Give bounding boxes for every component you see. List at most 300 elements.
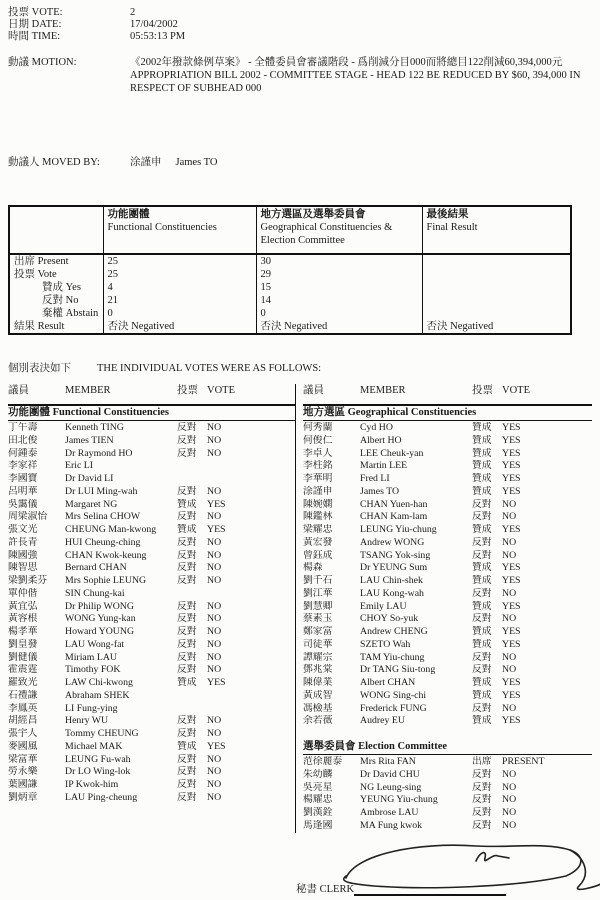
member-vote-zh: 反對 xyxy=(177,562,197,574)
member-name-en: IP Kwok-him xyxy=(65,779,119,790)
member-name-zh: 吳亮星 xyxy=(303,781,333,793)
member-name-en: LAU Kong-wah xyxy=(360,587,424,599)
member-vote-zh xyxy=(177,703,207,716)
member-row xyxy=(8,422,295,435)
member-name-en: Frederick FUNG xyxy=(360,702,427,714)
member-name-zh: 朱幼麟 xyxy=(303,768,333,780)
member-vote-zh: 反對 xyxy=(472,511,492,523)
member-row xyxy=(303,703,592,716)
member-vote-zh: 反對 xyxy=(177,536,197,548)
member-name-en: LAU Wong-fat xyxy=(65,638,125,650)
member-name-en: James TIEN xyxy=(65,434,114,446)
member-name-en: CHOY So-yuk xyxy=(360,613,419,625)
member-row xyxy=(303,652,592,665)
member-name-en: LEUNG Fu-wah xyxy=(65,753,131,765)
motion-block xyxy=(8,56,588,95)
member-name-zh: 勞永樂 xyxy=(8,766,38,778)
member-vote-en: NO xyxy=(502,536,517,548)
member-vote-zh: 贊成 xyxy=(177,677,197,688)
member-vote-en: YES xyxy=(502,447,521,459)
member-row xyxy=(303,448,592,461)
member-name-en: James TO xyxy=(360,485,400,497)
member-row xyxy=(303,511,592,524)
member-name-zh: 曾鈺成 xyxy=(303,549,333,561)
member-name-zh: 鄭家富 xyxy=(303,626,333,637)
member-row xyxy=(303,626,592,639)
member-row xyxy=(8,792,295,805)
member-name-en: Fred LI xyxy=(360,473,390,484)
member-name-en: Ambrose LAU xyxy=(360,807,419,818)
member-vote-en: NO xyxy=(207,422,222,433)
member-name-zh: 楊耀忠 xyxy=(303,794,333,806)
summary-final-value xyxy=(422,281,571,294)
geographical-section-title: 地方選區 Geographical Constituencies xyxy=(303,407,592,421)
summary-header-functional-zh: 功能團體 xyxy=(107,209,150,220)
moved-by-block xyxy=(8,156,217,169)
member-name-zh: 劉健儀 xyxy=(8,651,38,663)
member-row xyxy=(8,766,295,779)
member-vote-en: YES xyxy=(502,626,521,637)
member-name-zh: 黃容根 xyxy=(8,613,38,625)
moved-by-name-zh: 涂謹申 xyxy=(130,157,162,168)
time-row xyxy=(8,31,185,43)
member-name-zh: 陳婉嫻 xyxy=(303,498,333,510)
member-vote-en: NO xyxy=(207,715,222,727)
summary-geographical-value: 0 xyxy=(256,307,422,320)
member-name-zh: 石禮謙 xyxy=(8,689,38,701)
member-name-en: Andrew CHENG xyxy=(360,626,428,637)
member-vote-zh: 反對 xyxy=(472,613,492,625)
member-name-zh: 張宇人 xyxy=(8,728,38,739)
member-row xyxy=(303,435,592,448)
member-name-en: TAM Yiu-chung xyxy=(360,651,425,663)
member-vote-en: YES xyxy=(502,460,521,472)
member-row xyxy=(303,794,592,807)
moved-by-name-en: James TO xyxy=(175,157,218,168)
member-vote-en: NO xyxy=(502,549,517,561)
member-name-zh: 何俊仁 xyxy=(303,434,333,446)
member-vote-zh: 反對 xyxy=(177,791,197,803)
member-vote-en xyxy=(207,588,295,601)
member-name-en: Margaret NG xyxy=(65,498,118,510)
summary-row-label: 贊成 Yes xyxy=(42,282,81,293)
member-vote-en: NO xyxy=(502,587,517,599)
moved-by-label: 動議人 MOVED BY: xyxy=(8,157,100,168)
member-name-en: Dr David LI xyxy=(65,473,114,484)
member-name-zh: 蔡素玉 xyxy=(303,613,333,625)
member-name-zh: 吳靄儀 xyxy=(8,498,38,510)
member-row xyxy=(8,460,295,473)
summary-header-blank xyxy=(9,206,103,254)
member-name-zh: 鄧兆棠 xyxy=(303,664,333,676)
member-vote-en: NO xyxy=(502,498,517,510)
member-vote-en: NO xyxy=(207,511,222,523)
member-name-zh: 梁耀忠 xyxy=(303,524,333,535)
summary-functional-value: 21 xyxy=(103,294,256,307)
member-name-en: Cyd HO xyxy=(360,422,393,433)
functional-section-title: 功能團體 Functional Constituencies xyxy=(8,407,295,421)
member-row xyxy=(303,575,592,588)
member-vote-en: YES xyxy=(207,498,226,510)
member-vote-en: YES xyxy=(207,677,226,688)
member-row xyxy=(8,601,295,614)
summary-row xyxy=(9,254,571,268)
member-vote-en: NO xyxy=(207,626,222,637)
member-vote-zh: 反對 xyxy=(177,638,197,650)
motion-text-zh: 《2002年撥款條例草案》 - 全體委員會審議階段 - 爲削減分目000而將總目122削減60,394,000元 xyxy=(130,57,563,68)
member-vote-en: YES xyxy=(502,600,521,612)
member-name-zh: 周梁淑怡 xyxy=(8,511,48,523)
member-name-en: Dr David CHU xyxy=(360,768,420,780)
member-name-zh: 丁午壽 xyxy=(8,422,38,433)
member-vote-en: NO xyxy=(502,511,517,523)
member-row xyxy=(303,769,592,782)
member-vote-zh xyxy=(177,473,207,486)
member-row xyxy=(8,677,295,690)
member-vote-en: NO xyxy=(502,781,517,793)
summary-row xyxy=(9,307,571,320)
member-vote-zh: 贊成 xyxy=(472,434,492,446)
member-name-zh: 劉皇發 xyxy=(8,638,38,650)
member-vote-en: NO xyxy=(502,807,517,818)
member-name-zh: 李柱銘 xyxy=(303,460,333,472)
member-vote-zh: 贊成 xyxy=(472,485,492,497)
member-vote-zh: 贊成 xyxy=(472,422,492,433)
member-vote-zh xyxy=(177,588,207,601)
summary-functional-value: 25 xyxy=(103,268,256,281)
member-vote-zh: 反對 xyxy=(177,728,197,739)
member-vote-en: NO xyxy=(502,664,517,676)
election-committee-section-title: 選舉委員會 Election Committee xyxy=(303,741,592,755)
member-name-en: CHEUNG Man-kwong xyxy=(65,524,157,535)
member-row xyxy=(8,741,295,754)
member-name-zh: 呂明華 xyxy=(8,485,38,497)
summary-geographical-value: 30 xyxy=(256,254,422,268)
summary-final-value xyxy=(422,307,571,320)
member-row xyxy=(8,511,295,524)
member-row xyxy=(303,473,592,486)
member-name-en: Andrew WONG xyxy=(360,536,425,548)
member-name-en: LAW Chi-kwong xyxy=(65,677,133,688)
member-vote-zh: 反對 xyxy=(177,715,197,727)
member-name-en: Mrs Sophie LEUNG xyxy=(65,575,147,586)
member-name-zh: 劉漢銓 xyxy=(303,807,333,818)
member-row xyxy=(303,460,592,473)
member-row xyxy=(8,715,295,728)
member-vote-en: YES xyxy=(502,562,521,574)
member-name-en: LEE Cheuk-yan xyxy=(360,447,424,459)
header-meta xyxy=(8,7,185,43)
member-vote-zh: 反對 xyxy=(472,664,492,676)
member-name-en: Michael MAK xyxy=(65,740,123,752)
summary-row-label: 反對 No xyxy=(42,295,79,306)
member-name-en: LAU Chin-shek xyxy=(360,575,423,586)
summary-header-final-zh: 最後結果 xyxy=(426,209,469,220)
member-name-zh: 羅致光 xyxy=(8,677,38,688)
member-en-header: MEMBER xyxy=(360,385,406,396)
member-vote-zh: 贊成 xyxy=(472,689,492,701)
member-name-en: SIN Chung-kai xyxy=(65,587,125,599)
member-vote-en: NO xyxy=(207,447,222,459)
member-vote-en: NO xyxy=(502,768,517,780)
geographical-rows xyxy=(303,422,592,728)
member-name-en: Howard YOUNG xyxy=(65,626,135,637)
member-vote-zh: 反對 xyxy=(472,794,492,806)
member-name-zh: 梁劉柔芬 xyxy=(8,575,48,586)
motion-label: 動議 MOTION: xyxy=(8,57,77,68)
vote-zh-header: 投票 xyxy=(177,385,198,396)
member-row xyxy=(303,601,592,614)
individual-votes-heading xyxy=(8,362,321,375)
member-name-en: Audrey EU xyxy=(360,715,405,727)
member-name-en: HUI Cheung-ching xyxy=(65,536,141,548)
member-vote-zh: 反對 xyxy=(177,626,197,637)
summary-functional-value: 25 xyxy=(103,254,256,268)
member-vote-zh: 反對 xyxy=(177,511,197,523)
summary-functional-value: 0 xyxy=(103,307,256,320)
member-row xyxy=(8,575,295,588)
member-name-zh: 梁富華 xyxy=(8,753,38,765)
summary-functional-value: 否決 Negatived xyxy=(103,320,256,334)
individual-votes-heading-zh: 個別表決如下 xyxy=(8,363,71,374)
member-row xyxy=(303,524,592,537)
member-row xyxy=(8,435,295,448)
member-zh-header: 議員 xyxy=(303,385,324,396)
member-vote-zh: 贊成 xyxy=(472,562,492,574)
member-vote-zh: 贊成 xyxy=(472,473,492,484)
summary-row-label: 結果 Result xyxy=(14,321,65,332)
member-name-en: Dr TANG Siu-tong xyxy=(360,664,436,676)
member-row xyxy=(8,639,295,652)
member-vote-en: NO xyxy=(207,434,222,446)
summary-final-value xyxy=(422,254,571,268)
member-row xyxy=(8,550,295,563)
member-name-zh: 余若薇 xyxy=(303,715,333,727)
summary-row xyxy=(9,294,571,307)
member-vote-zh: 反對 xyxy=(472,807,492,818)
member-row xyxy=(8,754,295,767)
member-name-zh: 譚耀宗 xyxy=(303,651,333,663)
member-name-zh: 黃宏發 xyxy=(303,536,333,548)
member-name-en: YEUNG Yiu-chung xyxy=(360,794,438,806)
vote-zh-header: 投票 xyxy=(472,385,493,396)
member-vote-zh: 反對 xyxy=(177,766,197,778)
member-name-en: LEUNG Yiu-chung xyxy=(360,524,437,535)
member-vote-en: YES xyxy=(207,524,226,535)
date-label: 日期 DATE: xyxy=(8,19,62,30)
member-row xyxy=(8,613,295,626)
member-vote-zh: 贊成 xyxy=(472,715,492,727)
member-vote-en: YES xyxy=(502,434,521,446)
member-row xyxy=(8,588,295,601)
summary-row-label: 出席 Present xyxy=(14,256,69,267)
member-vote-en: NO xyxy=(207,575,222,586)
motion-text-en: APPROPRIATION BILL 2002 - COMMITTEE STAGE - HEAD 122 BE REDUCED BY $60, 394,000 IN RESPECT OF SUBHEAD 000 xyxy=(130,70,581,94)
member-name-zh: 李鳳英 xyxy=(8,702,38,714)
member-vote-zh: 反對 xyxy=(177,651,197,663)
summary-geographical-value: 29 xyxy=(256,268,422,281)
member-name-en: TSANG Yok-sing xyxy=(360,549,431,561)
member-row xyxy=(303,537,592,550)
member-zh-header: 議員 xyxy=(8,385,29,396)
member-vote-zh: 反對 xyxy=(472,651,492,663)
member-name-zh: 李家祥 xyxy=(8,460,38,472)
member-name-zh: 劉炳章 xyxy=(8,791,38,803)
member-vote-en: YES xyxy=(502,473,521,484)
header-rule xyxy=(303,404,592,406)
member-vote-en: YES xyxy=(502,689,521,701)
summary-final-value xyxy=(422,268,571,281)
member-row xyxy=(8,779,295,792)
member-vote-zh: 贊成 xyxy=(472,575,492,586)
member-name-zh: 劉千石 xyxy=(303,575,333,586)
summary-row-label: 棄權 Abstain xyxy=(42,308,99,319)
member-name-en: Emily LAU xyxy=(360,600,407,612)
member-name-en: CHAN Yuen-han xyxy=(360,498,428,510)
member-name-zh: 陳鑑林 xyxy=(303,511,333,523)
member-vote-en: NO xyxy=(502,613,517,625)
date-value: 17/04/2002 xyxy=(130,19,178,30)
member-row xyxy=(8,652,295,665)
member-name-zh: 何鍾泰 xyxy=(8,447,38,459)
summary-table xyxy=(8,205,572,335)
member-name-zh: 司徒華 xyxy=(303,638,333,650)
summary-header-row xyxy=(9,206,571,254)
member-name-zh: 楊孝華 xyxy=(8,626,38,637)
time-value: 05:53:13 PM xyxy=(130,31,186,42)
header-rule xyxy=(8,404,295,406)
member-vote-zh: 反對 xyxy=(177,434,197,446)
vote-en-header: VOTE xyxy=(502,385,530,396)
member-vote-zh: 反對 xyxy=(177,549,197,561)
summary-header-final xyxy=(422,206,571,254)
member-name-en: CHAN Kwok-keung xyxy=(65,549,147,561)
member-vote-zh: 贊成 xyxy=(177,524,197,535)
member-name-zh: 范徐麗泰 xyxy=(303,756,343,767)
summary-geographical-value: 否決 Negatived xyxy=(256,320,422,334)
member-row xyxy=(8,448,295,461)
member-name-zh: 張文光 xyxy=(8,524,38,535)
member-vote-en: NO xyxy=(502,794,517,806)
member-name-en: Martin LEE xyxy=(360,460,408,472)
member-name-en: Dr LO Wing-lok xyxy=(65,766,131,778)
member-name-zh: 劉慧卿 xyxy=(303,600,333,612)
member-name-en: WONG Sing-chi xyxy=(360,689,427,701)
member-vote-zh: 贊成 xyxy=(472,626,492,637)
member-vote-en: YES xyxy=(502,422,521,433)
member-name-en: Timothy FOK xyxy=(65,664,121,676)
member-row xyxy=(8,690,295,703)
member-row xyxy=(303,639,592,652)
member-vote-en: NO xyxy=(207,651,222,663)
vote-en-header: VOTE xyxy=(207,385,235,396)
member-vote-en: NO xyxy=(207,536,222,548)
member-row xyxy=(8,486,295,499)
member-vote-en: NO xyxy=(207,485,222,497)
member-name-zh: 李華明 xyxy=(303,473,333,484)
member-name-zh: 李卓人 xyxy=(303,447,333,459)
member-vote-en xyxy=(207,460,295,473)
time-label: 時間 TIME: xyxy=(8,31,61,42)
member-vote-en: NO xyxy=(207,664,222,676)
member-vote-zh: 反對 xyxy=(177,753,197,765)
summary-row xyxy=(9,268,571,281)
summary-header-geographical xyxy=(256,206,422,254)
member-vote-zh: 反對 xyxy=(177,613,197,625)
member-vote-zh: 反對 xyxy=(472,781,492,793)
member-name-zh: 李國寶 xyxy=(8,473,38,484)
member-name-zh: 何秀蘭 xyxy=(303,422,333,433)
member-vote-zh: 反對 xyxy=(177,485,197,497)
member-row xyxy=(8,703,295,716)
member-vote-en: NO xyxy=(502,819,517,831)
member-row xyxy=(8,499,295,512)
member-name-en: Dr YEUNG Sum xyxy=(360,562,428,574)
clerk-label: 秘書 CLERK xyxy=(296,884,355,895)
member-vote-en: YES xyxy=(502,524,521,535)
member-name-zh: 馮檢基 xyxy=(303,702,333,714)
member-name-en: Dr Raymond HO xyxy=(65,447,133,459)
clerk-signature-block xyxy=(288,834,594,898)
member-name-en: Dr LUI Ming-wah xyxy=(65,485,138,497)
member-vote-en: NO xyxy=(207,562,222,574)
member-name-en: Eric LI xyxy=(65,460,94,472)
summary-geographical-value: 15 xyxy=(256,281,422,294)
summary-header-functional xyxy=(103,206,256,254)
summary-header-final-en: Final Result xyxy=(426,222,478,233)
member-vote-en: NO xyxy=(207,613,222,625)
member-row xyxy=(303,690,592,703)
member-vote-en: NO xyxy=(207,728,222,739)
member-name-en: CHAN Kam-lam xyxy=(360,511,428,523)
election-committee-rows xyxy=(303,756,592,833)
member-row xyxy=(303,550,592,563)
member-name-en: Henry WU xyxy=(65,715,109,727)
member-name-en: Dr Philip WONG xyxy=(65,600,134,612)
member-vote-en: NO xyxy=(502,702,517,714)
member-vote-zh: 反對 xyxy=(177,575,197,586)
member-row xyxy=(303,664,592,677)
member-row xyxy=(303,807,592,820)
motion-text xyxy=(130,56,588,95)
member-name-en: SZETO Wah xyxy=(360,638,411,650)
member-vote-en: NO xyxy=(207,791,222,803)
member-vote-en: NO xyxy=(207,549,222,561)
member-name-zh: 單仲偕 xyxy=(8,587,38,599)
member-name-en: Miriam LAU xyxy=(65,651,117,663)
member-name-en: LAU Ping-cheung xyxy=(65,791,138,803)
member-name-en: NG Leung-sing xyxy=(360,781,422,793)
member-vote-en: PRESENT xyxy=(502,756,545,767)
member-row xyxy=(8,562,295,575)
member-vote-zh: 贊成 xyxy=(472,677,492,688)
member-row xyxy=(303,486,592,499)
member-vote-zh: 贊成 xyxy=(472,524,492,535)
summary-row xyxy=(9,320,571,334)
member-name-zh: 胡經昌 xyxy=(8,715,38,727)
member-vote-zh: 反對 xyxy=(472,768,492,780)
member-vote-en xyxy=(207,703,295,716)
member-row xyxy=(8,473,295,486)
geographical-column xyxy=(295,384,592,833)
member-name-en: Albert HO xyxy=(360,434,402,446)
member-row xyxy=(303,613,592,626)
summary-row-label: 投票 Vote xyxy=(14,269,57,280)
individual-votes-table xyxy=(8,384,592,833)
member-vote-en: NO xyxy=(207,638,222,650)
vote-number-value: 2 xyxy=(130,7,136,18)
member-vote-zh: 反對 xyxy=(177,600,197,612)
